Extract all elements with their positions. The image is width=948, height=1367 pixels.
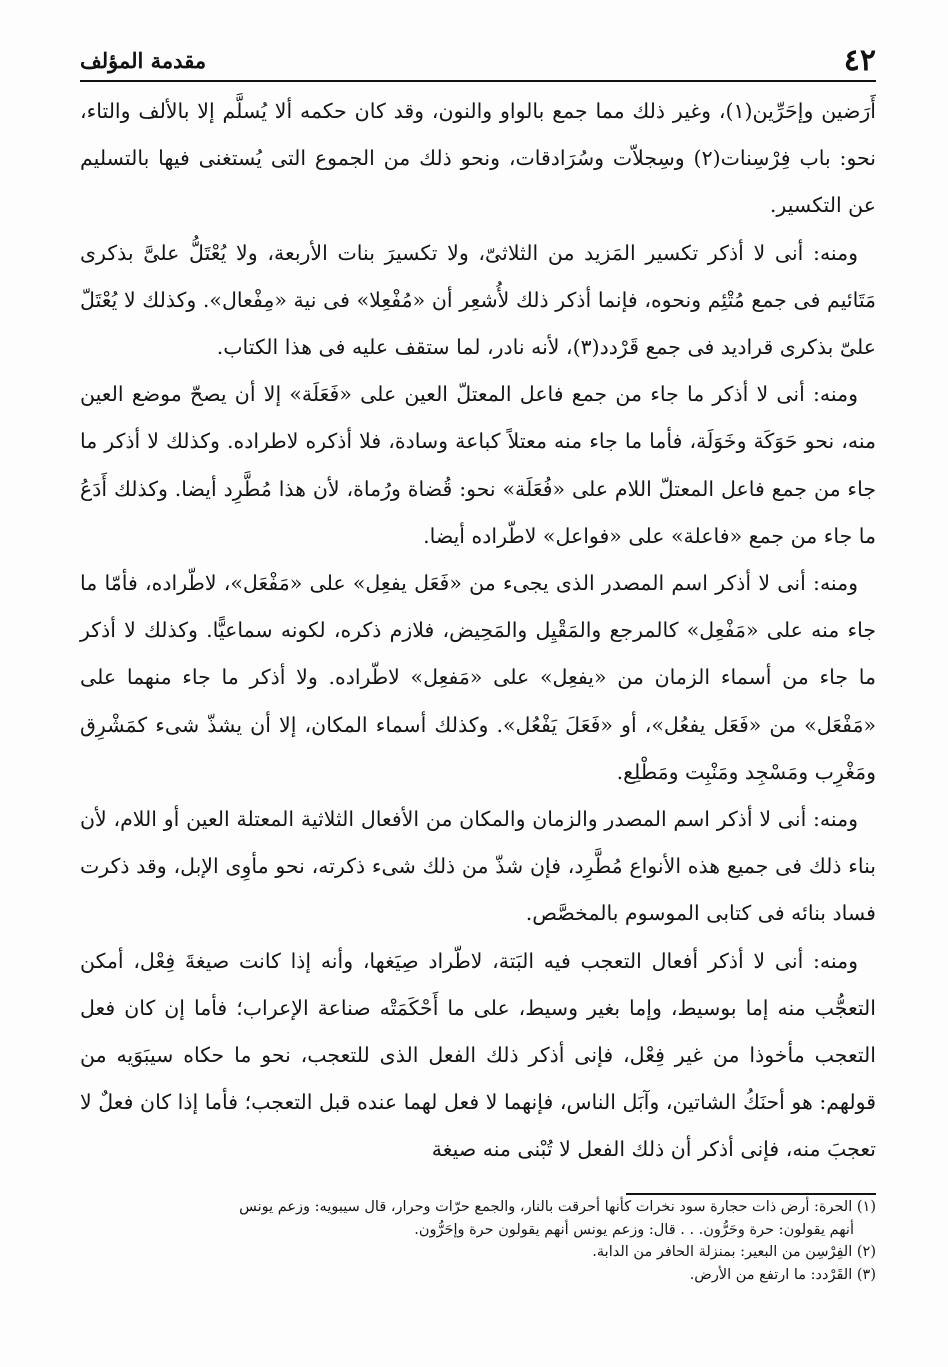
footnote-1-continuation: أنهم يقولون: حرة وحَرُّون. . . قال: وزعم يونس أنهم يقولون حرة وإحَرُّون. — [414, 1221, 854, 1238]
running-title: مقدمة المؤلف — [80, 48, 207, 73]
footnote-rule — [626, 1193, 876, 1195]
paragraph: ومنه: أنى لا أذكر اسم المصدر الذى يجىء من «فَعَل يفعِل» على «مَفْعَل»، لاطّراده، فأمّا ما جاء منه على «مَفْعِل» كالمرجع والمَقْيِل والمَحِيض، فلازم ذكره، لكونه سماعيًّا. وكذلك لا أذكر ما جاء من أسماء الزمان من «يفعِل» على «مَفعِل» لاطّراده. ولا أذكر ما جاء منهما على «مَفْعَل» من «فَعَل يفعُل»، أو «فَعَلَ يَفْعُل». وكذلك أسماء المكان، إلا أن يشذّ شىء كمَشْرِق ومَغْرِب ومَسْجِد ومَنْبِت ومَطْلِع. — [80, 571, 876, 784]
paragraph: ومنه: أنى لا أذكر ما جاء من جمع فاعل المعتلّ العين على «فَعَلَة» إلا أن يصحّ موضع العين منه، نحو حَوَكَة وخَوَلَة، فأما ما جاء منه معتلاً كباعة وسادة، فلا أذكره لاطراده. وكذلك لا أذكر ما جاء من جمع فاعل المعتلّ اللام على «فُعَلَة» نحو: قُضاة ورُماة، لأن هذا مُطَّرِد أيضا. وكذلك أَدَعُ ما جاء من جمع «فاعلة» على «فواعل» لاطّراده أيضا. — [80, 382, 876, 548]
footnote-3: (٣) القَرْدد: ما ارتفع من الأرض. — [689, 1266, 876, 1283]
page-header — [80, 44, 876, 78]
header-rule — [80, 80, 876, 82]
paragraph: أَرَضين وإحَرِّين(١)، وغير ذلك مما جمع بالواو والنون، وقد كان حكمه ألا يُسلَّم إلا بالألف والتاء، نحو: باب فِرْسِنات(٢) وسِجلاّت وسُرَادقات، ونحو ذلك من الجموع التى يُستغنى فيها بالتسليم عن التكسير. — [80, 99, 876, 218]
paragraph: ومنه: أنى لا أذكر اسم المصدر والزمان والمكان من الأفعال الثلاثية المعتلة العين أو اللام، لأن بناء ذلك فى جميع هذه الأنواع مُطَّرِد، فإن شذّ من ذلك شىء ذكرته، نحو مأوِى الإبل، وقد ذكرت فساد بنائه فى كتابى الموسوم بالمخصَّص. — [80, 807, 876, 926]
footnotes — [80, 1196, 876, 1286]
footnote-2: (٢) الفِرْسِن من البعير: بمنزلة الحافر من الدابة. — [592, 1244, 876, 1260]
paragraph: ومنه: أنى لا أذكر تكسير المَزيد من الثلاثىّ، ولا تكسيرَ بنات الأربعة، ولا يُعْتَلُّ علىَّ بذكرى مَتَائيم فى جمع مُتْئِم ونحوه، فإنما أذكر ذلك لأُشعِر أن «مُفْعِلا» فى نية «مِفْعال». وكذلك لا يُعْتَلّ علىّ بذكرى قراديد فى جمع قَرْدد(٣)، لأنه نادر، لما ستقف عليه فى هذا الكتاب. — [80, 240, 876, 360]
paragraph: ومنه: أنى لا أذكر أفعال التعجب فيه البَتة، لاطّراد صِيَغها، وأنه إذا كانت صيغةَ فِعْل، أمكن التعجُّب منه إما بوسيط، وإما بغير وسيط، على ما أَحْكَمَتْه صناعة الإعراب؛ فأما إن كان فعل التعجب مأخوذا من غير فِعْل، فإنى أذكر ذلك الفعل الذى للتعجب، نحو ما حكاه سيبَوَيه من قولهم: هو أحنَكُ الشاتين، وآبَل الناس، فإنهما لا فعل لهما عنده قبل التعجب؛ فأما إذا كان فعلٌ لا تعجبَ منه، فإنى أذكر أن ذلك الفعل لا تُبْنى منه صيغة — [80, 948, 876, 1162]
main-text — [80, 88, 876, 1174]
footnote-1: (١) الحرة: أرض ذات حجارة سود نخرات كأنها أحرقت بالنار، والجمع حرّات وحرار، قال سيبويه: وزعم يونس — [239, 1199, 876, 1215]
page-number: ٤٢ — [843, 43, 876, 78]
